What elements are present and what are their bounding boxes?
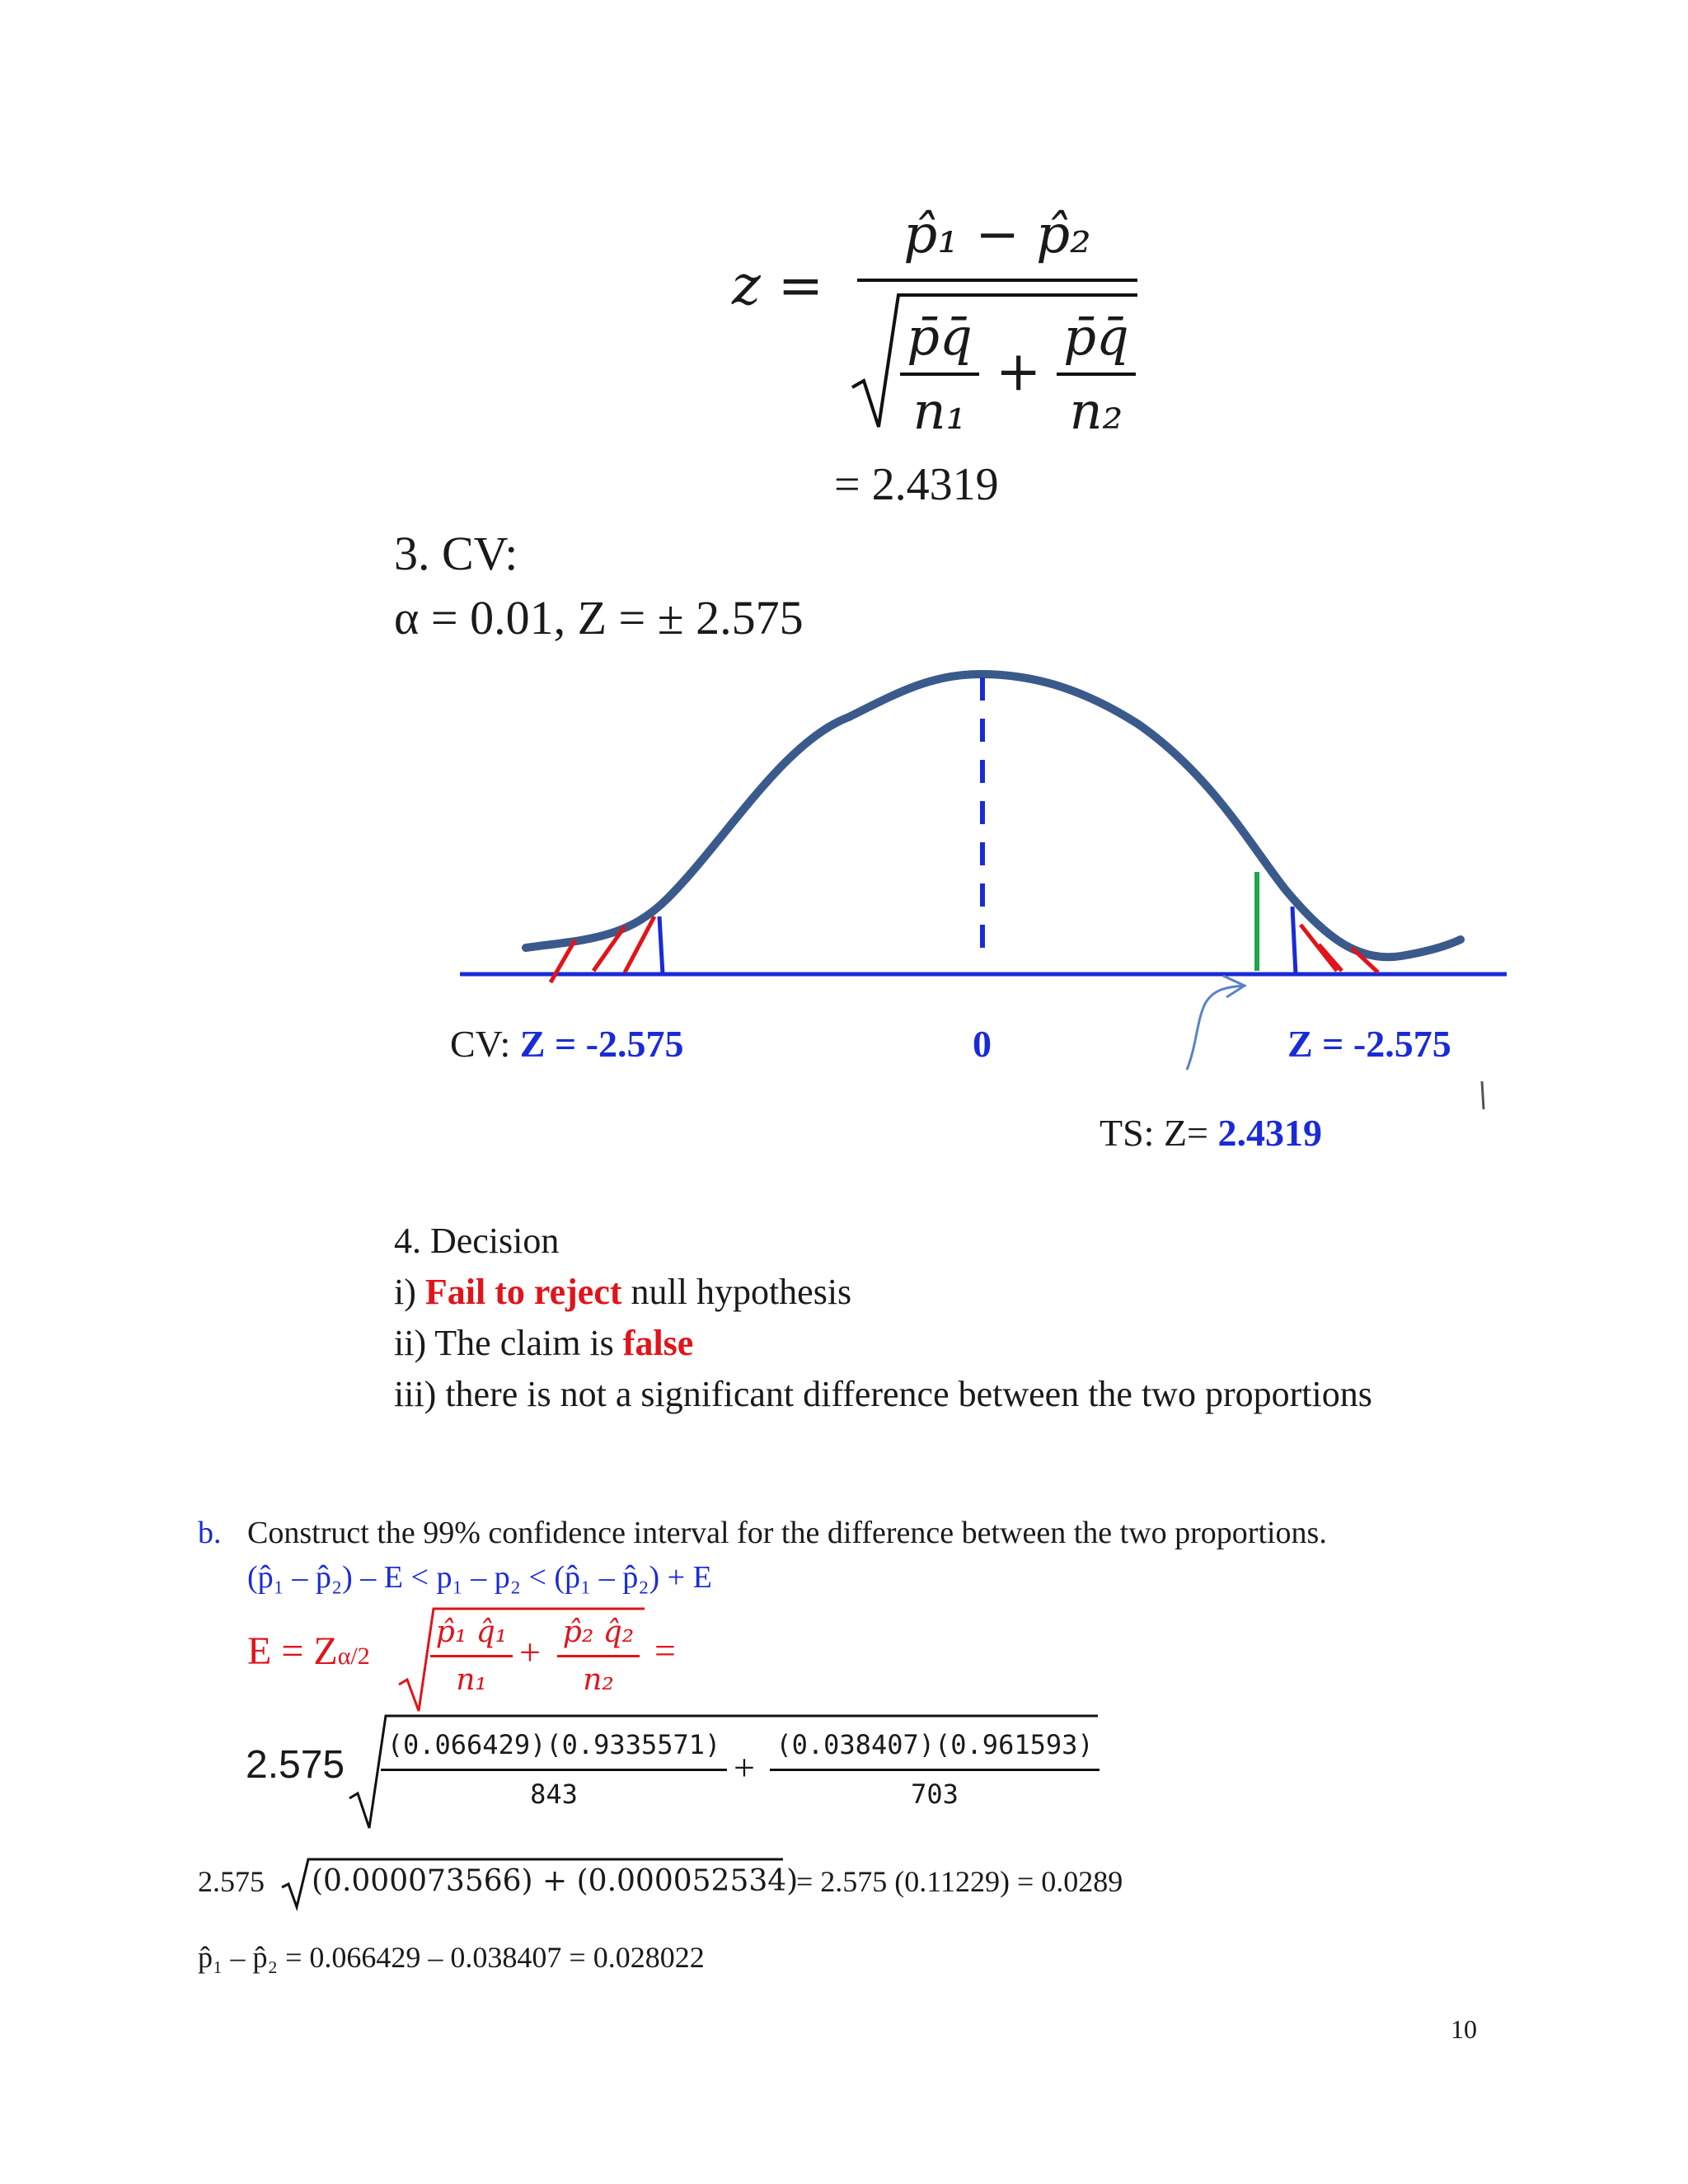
formula-z-frac1-num: p̄q̄ [907, 307, 973, 367]
e-formula-f2-bar [557, 1655, 640, 1657]
part-b-interval: (p̂₁ – p̂₂) – E < p₁ – p₂ < (p̂₁ – p̂₂) + E [247, 1560, 712, 1595]
part-b-label: b. [198, 1516, 222, 1550]
diff-line: p̂₁ – p̂₂ = 0.066429 – 0.038407 = 0.028022 [198, 1941, 705, 1974]
formula-z-numerator: p̂₁ − p̂₂ [903, 204, 1091, 265]
graph-right-value: Z = -2.575 [1287, 1023, 1451, 1065]
decision-iii: iii) there is not a significant difference between the two proportions [394, 1374, 1372, 1414]
decision-ii-prefix: ii) The claim is [394, 1323, 623, 1363]
right-hatch-2 [1319, 944, 1342, 971]
cv-line: α = 0.01, Z = ± 2.575 [394, 591, 804, 644]
pen-mark [1482, 1081, 1484, 1109]
calc-f1-den: 843 [530, 1779, 578, 1810]
graph-ts-prefix: TS: Z= [1100, 1112, 1218, 1154]
graph-left-prefix: CV: [450, 1023, 520, 1065]
calc-f2-den: 703 [911, 1779, 959, 1810]
e-formula-eq: = [654, 1629, 676, 1671]
page-number: 10 [1451, 2014, 1477, 2044]
e-formula-f1-bar [430, 1655, 513, 1657]
formula-z-lhs: z = [732, 254, 824, 317]
cv-heading: 3. CV: [394, 527, 518, 580]
formula-z-frac2-den: n₂ [1069, 381, 1123, 441]
calc-plus: + [734, 1746, 755, 1788]
formula-z-frac2-num: p̄q̄ [1063, 307, 1129, 367]
e-formula-sub: α/2 [337, 1643, 370, 1670]
decision-i [394, 1271, 851, 1313]
normal-curve [526, 674, 1461, 957]
e-formula-lhs-text: E = Z [247, 1629, 338, 1673]
e-formula-f2-den: n₂ [583, 1663, 614, 1697]
calc-radical [346, 1709, 1104, 1833]
ts-arrow [1187, 986, 1243, 1070]
step2-coef: 2.575 [198, 1865, 265, 1898]
decision-i-prefix: i) [394, 1272, 425, 1312]
decision-i-bold: Fail to reject [424, 1272, 622, 1312]
graph-left-value: Z = -2.575 [519, 1023, 684, 1065]
calc-coef: 2.575 [246, 1743, 345, 1787]
formula-z-frac1-den: n₁ [912, 381, 967, 441]
left-critical-line [659, 916, 663, 974]
right-critical-line [1292, 907, 1296, 974]
part-b-question: Construct the 99% confidence interval for the difference between the two proportions. [247, 1516, 1327, 1550]
e-formula-f1-num: p̂₁ q̂₁ [435, 1615, 508, 1649]
decision-heading: 4. Decision [394, 1221, 560, 1261]
decision-ii [394, 1322, 693, 1364]
formula-z-plus: + [996, 340, 1042, 403]
calc-f2-bar [770, 1769, 1100, 1771]
e-formula-f2-num: p̂₂ q̂₂ [562, 1615, 635, 1649]
step2-rest: = 2.575 (0.11229) = 0.0289 [796, 1865, 1123, 1898]
calc-f1-num: (0.066429)(0.9335571) [387, 1729, 721, 1760]
decision-i-rest: null hypothesis [621, 1272, 852, 1312]
formula-z-result: = 2.4319 [834, 459, 999, 510]
e-formula-f1-den: n₁ [456, 1663, 487, 1697]
calc-f1-bar [381, 1769, 727, 1771]
graph-ts-value: 2.4319 [1217, 1112, 1323, 1154]
step2-radicand: (0.000073566) + (0.000052534) [312, 1864, 799, 1898]
calc-f2-num: (0.038407)(0.961593) [776, 1729, 1094, 1760]
decision-ii-bold: false [622, 1323, 694, 1363]
graph-ts-label [1100, 1111, 1322, 1155]
graph-left-label [450, 1022, 684, 1066]
graph-center-label: 0 [973, 1023, 992, 1065]
e-formula-lhs [247, 1629, 370, 1674]
e-formula-plus: + [519, 1631, 541, 1673]
